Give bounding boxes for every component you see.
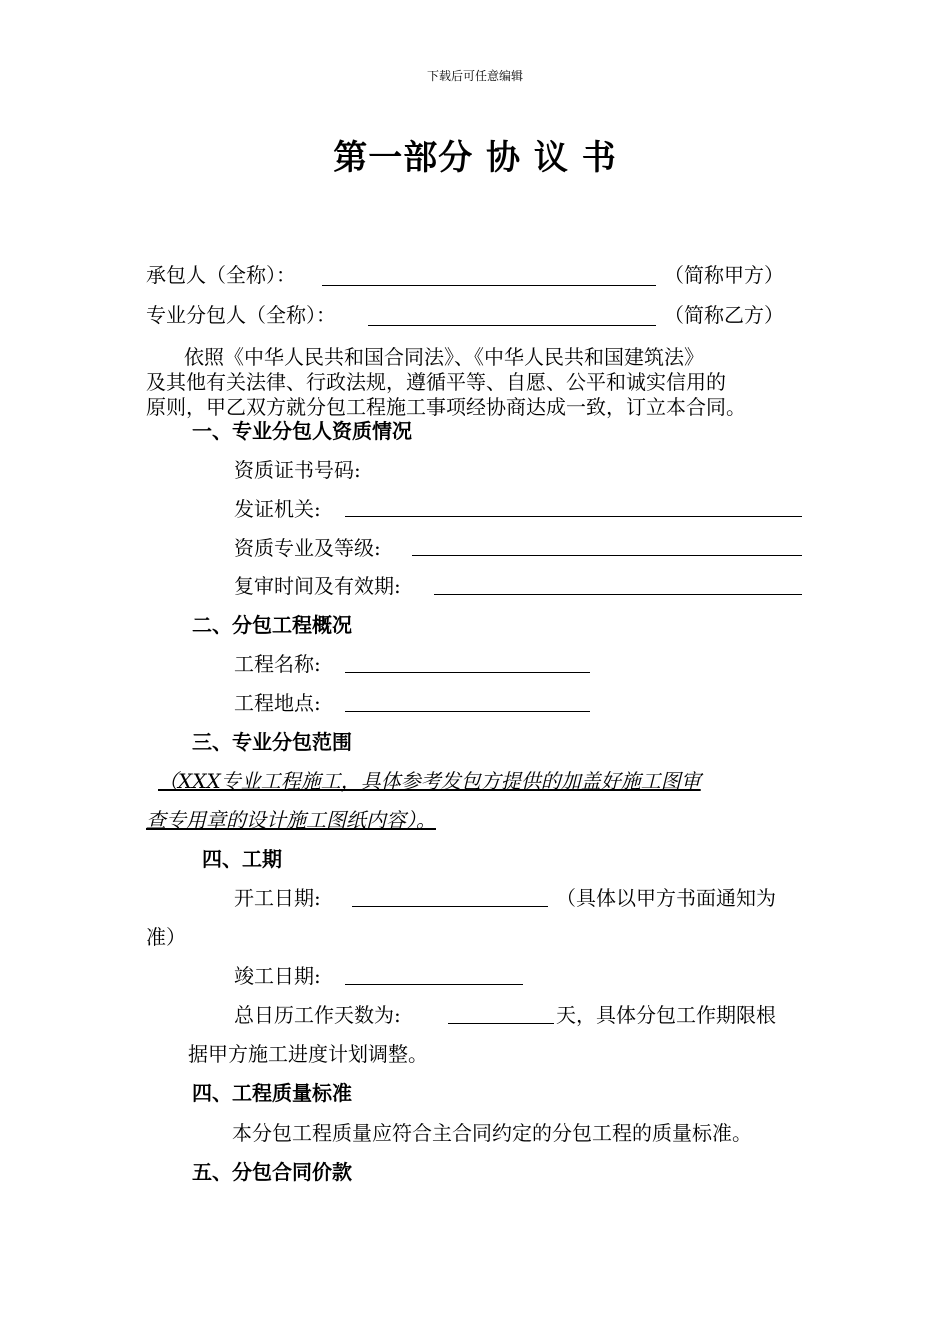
total-days-suffix: 天，具体分包工作期限根 xyxy=(556,1003,776,1027)
start-date-blank xyxy=(352,906,548,907)
review-label: 复审时间及有效期: xyxy=(234,574,401,598)
project-name-blank xyxy=(345,672,590,673)
section3-heading: 三、专业分包范围 xyxy=(192,730,352,754)
end-date-blank xyxy=(345,984,523,985)
contractor-suffix: （简称甲方） xyxy=(664,263,784,287)
cert-number-label: 资质证书号码: xyxy=(234,458,361,482)
scope-line-1: （XXX专业工程施工，具体参考发包方提供的加盖好施工图审 xyxy=(158,769,701,793)
subcontractor-blank xyxy=(368,325,656,326)
scope-line-2: 查专用章的设计施工图纸内容）。 xyxy=(146,808,436,832)
grade-blank xyxy=(412,555,802,556)
section2-heading: 二、分包工程概况 xyxy=(192,613,352,637)
issuer-label: 发证机关: xyxy=(234,497,321,521)
contractor-label: 承包人（全称）： xyxy=(146,263,296,287)
start-date-suffix-2: 准） xyxy=(146,925,186,949)
page-title: 第一部分 协 议 书 xyxy=(333,138,617,178)
section1-heading: 一、专业分包人资质情况 xyxy=(192,419,412,443)
intro-line-1: 依照《中华人民共和国合同法》、《中华人民共和国建筑法》 xyxy=(184,345,704,369)
grade-label: 资质专业及等级: xyxy=(234,536,381,560)
review-blank xyxy=(434,594,802,595)
section4-heading: 四、工期 xyxy=(202,847,282,871)
start-date-label: 开工日期: xyxy=(234,886,321,910)
quality-body: 本分包工程质量应符合主合同约定的分包工程的质量标准。 xyxy=(232,1121,752,1145)
project-name-label: 工程名称: xyxy=(234,652,321,676)
contractor-blank xyxy=(322,285,656,286)
project-location-label: 工程地点: xyxy=(234,691,321,715)
start-date-suffix: （具体以甲方书面通知为 xyxy=(556,886,776,910)
subcontractor-label: 专业分包人（全称）： xyxy=(146,303,336,327)
total-days-suffix-2: 据甲方施工进度计划调整。 xyxy=(188,1042,428,1066)
section6-heading: 五、分包合同价款 xyxy=(192,1160,352,1184)
subcontractor-suffix: （简称乙方） xyxy=(664,303,784,327)
intro-line-2: 及其他有关法律、行政法规，遵循平等、自愿、公平和诚实信用的 xyxy=(146,370,726,394)
issuer-blank xyxy=(345,516,802,517)
section5-heading: 四、工程质量标准 xyxy=(192,1081,352,1105)
intro-line-3: 原则，甲乙双方就分包工程施工事项经协商达成一致，订立本合同。 xyxy=(146,395,746,419)
header-note: 下载后可任意编辑 xyxy=(426,69,523,83)
total-days-blank xyxy=(448,1023,554,1024)
end-date-label: 竣工日期: xyxy=(234,964,321,988)
project-location-blank xyxy=(345,711,590,712)
total-days-label: 总日历工作天数为: xyxy=(234,1003,401,1027)
